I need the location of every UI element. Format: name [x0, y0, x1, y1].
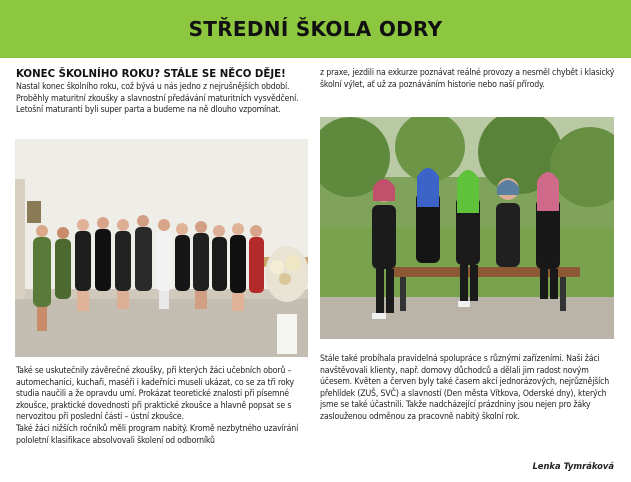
hairdressers-photo — [320, 117, 614, 339]
right-column — [320, 68, 616, 91]
paragraph-lower-grades: Také žáci nižších ročníků měli program nabitý. Kromě nezbytného uzavírání pololetní klasifikace absolvovali školení od odborníků — [16, 423, 299, 446]
left-column — [16, 68, 308, 117]
paragraph-cooperation: Stále také probíhala pravidelná spolupráce s různými zařízeními. Naši žáci navštěvovali klienty, např. domovy důchodců a dělali jim radost novým účesem. Květen a červen byly také časem akcí jednorázových, nejrůznějších přehlídek (ZUŠ, SVČ) a slavností (Den města Vítkova, Oderské dny), kterých jsme se také účastnili. Takže nadcházející prázdniny jsou nejen pro žáky zaslouženou odměnou za pracovně nabitý školní rok. — [320, 354, 610, 422]
paragraph-excursions: z praxe, jezdili na exkurze poznávat reálné provozy a nesměl chybět i klasický školní výlet, ať už za poznáváním historie nebo naší přírody. — [320, 68, 615, 90]
graduates-photo-illustration — [15, 139, 308, 357]
hairdressers-photo-illustration — [320, 117, 614, 339]
intro-paragraph: Nastal konec školního roku, což bývá u nás jedno z nejrušnějších období. Proběhly maturitní zkoušky a slavnostní předávání maturitních vysvědčení. Letošní maturanti byli super parta a budeme na ně dlouho vzpomínat. — [16, 82, 299, 116]
page-header — [0, 0, 631, 58]
page-title: STŘEDNÍ ŠKOLA ODRY — [188, 17, 443, 41]
left-lower-text — [16, 366, 311, 447]
right-lower-text — [320, 354, 616, 424]
graduates-photo — [15, 139, 308, 357]
paragraph-exams: Také se uskutečnily závěrečné zkoušky, při kterých žáci učebních oborů – automechanici, kuchaři, maséři i kadeřníci museli ukázat, co se za tři roky studia naučili a že opravdu umí. Prokázat teoretické znalosti při písemné zkoušce, praktické dovednosti při praktické zkoušce a hlavně popsat se s nervozitou při poslední části – ústní zkoušce. — [16, 366, 295, 423]
article-author: Lenka Tymráková — [532, 461, 614, 471]
article-headline: KONEC ŠKOLNÍHO ROKU? STÁLE SE NĚCO DĚJE! — [16, 69, 286, 80]
